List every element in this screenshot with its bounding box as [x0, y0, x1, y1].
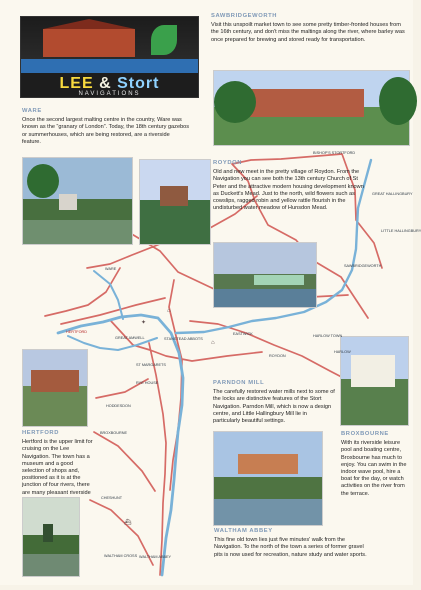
map-label-rye-house: RYE HOUSE — [136, 381, 159, 385]
map-label-sawbridgeworth: SAWBRIDGEWORTH — [344, 264, 382, 268]
photo-ware-gazebos — [22, 157, 133, 245]
section-body: Old and new meet in the pretty village of Roydon. From the Navigation you can see both the 13th century Church of St Peter and the attractive modern housing development known as Duckett's Mead. Just to the north, wild flowers such as cowslips, ragged robin and yellow rattle flourish in the undisturbed water meadow of Hunsdon Mead. — [213, 169, 364, 212]
section-title: HERTFORD — [22, 430, 60, 436]
map-label-great-hallingbury: GREAT HALLINGBURY — [372, 192, 413, 196]
mill-icon: ⌂ — [211, 340, 215, 346]
section-body: This fine old town lies just five minutes' walk from the Navigation. To the north of the town a series of former gravel pits is now used for recreation, nature study and water sports. — [214, 537, 367, 558]
leaf-icon — [151, 25, 177, 55]
section-title: WARE — [22, 108, 42, 114]
section-body: Once the second largest malting centre in the country, Ware was known as the “granary of London”. Today, the 18th century gazebos or summerhouses, which are being restored, are a riverside feature. — [22, 117, 190, 145]
section-title: SAWBRIDGEWORTH — [211, 13, 278, 19]
section-body: Hertford is the upper limit for cruising on the Lee Navigation. The town has a museum and a good selection of shops and, positioned as it is at the junction of four rivers, there are many pleasant riverside — [22, 439, 93, 496]
map-label-eastwick: EASTWICK — [233, 332, 253, 336]
section-ware — [22, 108, 190, 146]
map-label-ware: WARE — [105, 267, 117, 271]
photo-roydon-church — [139, 159, 211, 245]
map-label-stanstead-abbotts: STANSTEAD ABBOTS — [164, 337, 203, 341]
section-sawbridgeworth — [211, 13, 406, 44]
section-roydon — [213, 160, 367, 212]
map-label-waltham-cross: WALTHAM CROSS — [104, 554, 138, 558]
map-label-broxbourne: BROXBOURNE — [100, 431, 128, 435]
section-title: PARNDON MILL — [213, 380, 265, 386]
section-broxbourne — [341, 431, 409, 498]
navigation-logo — [20, 16, 199, 98]
section-hertford — [22, 430, 94, 504]
logo-brand: LEE & Stort — [59, 75, 160, 92]
photo-waltham-fishing — [22, 497, 80, 577]
section-parndon-mill — [213, 380, 335, 425]
church-icon: ⌂ — [167, 308, 171, 314]
map-label-roydon: ROYDON — [269, 354, 286, 358]
section-body: The carefully restored water mills next to some of the locks are distinctive features of the Stort Navigation. Parndon Mill, which is now a design centre, and Little Hallingbury Mill lie in particularly beautiful settings. — [213, 389, 335, 425]
map-label-harlow: HARLOW — [334, 350, 351, 354]
section-title: WALTHAM ABBEY — [214, 528, 273, 534]
section-title: ROYDON — [213, 160, 243, 166]
section-waltham-abbey — [214, 528, 374, 559]
viewpoint-icon: ✦ — [141, 320, 147, 326]
section-body: With its riverside leisure pool and boating centre, Broxbourne has much to enjoy. You can swim in the indoor wave pool, hire a boat for the day, or watch activities on the river from the terrace. — [341, 440, 407, 497]
map-label-harlow-town: HARLOW TOWN — [313, 334, 343, 338]
map-label-cheshunt: CHESHUNT — [101, 496, 123, 500]
photo-hertford-waterfront — [22, 349, 88, 427]
maltings-illustration — [43, 29, 135, 57]
map-label-waltham-abbey: WALTHAM ABBEY — [139, 555, 172, 559]
logo-subtitle: NAVIGATIONS — [78, 91, 141, 97]
map-label-hoddesdon: HODDESDON — [106, 404, 131, 408]
photo-broxbourne — [213, 431, 323, 526]
map-label-great-amwell: GREAT AMWELL — [115, 336, 145, 340]
map-label-little-hallingbury: LITTLE HALLINGBURY — [381, 229, 421, 233]
river-illustration — [21, 59, 198, 73]
section-title: BROXBOURNE — [341, 431, 389, 437]
photo-boats — [213, 242, 317, 308]
map-label-st-margarets: ST MARGARETS — [136, 363, 166, 367]
map-label-hertford: HERTFORD — [66, 330, 88, 334]
section-body: Visit this unspoilt market town to see some pretty timber-fronted houses from the 16th century, and don't miss the maltings along the river, where barley was once prepared for brewing and stored ready for transportation. — [211, 22, 405, 43]
boat-icon: ⛴ — [124, 520, 132, 526]
map-label-bishops-stortford: BISHOP'S STORTFORD — [313, 151, 356, 155]
photo-sawbridgeworth-houses — [213, 70, 410, 146]
